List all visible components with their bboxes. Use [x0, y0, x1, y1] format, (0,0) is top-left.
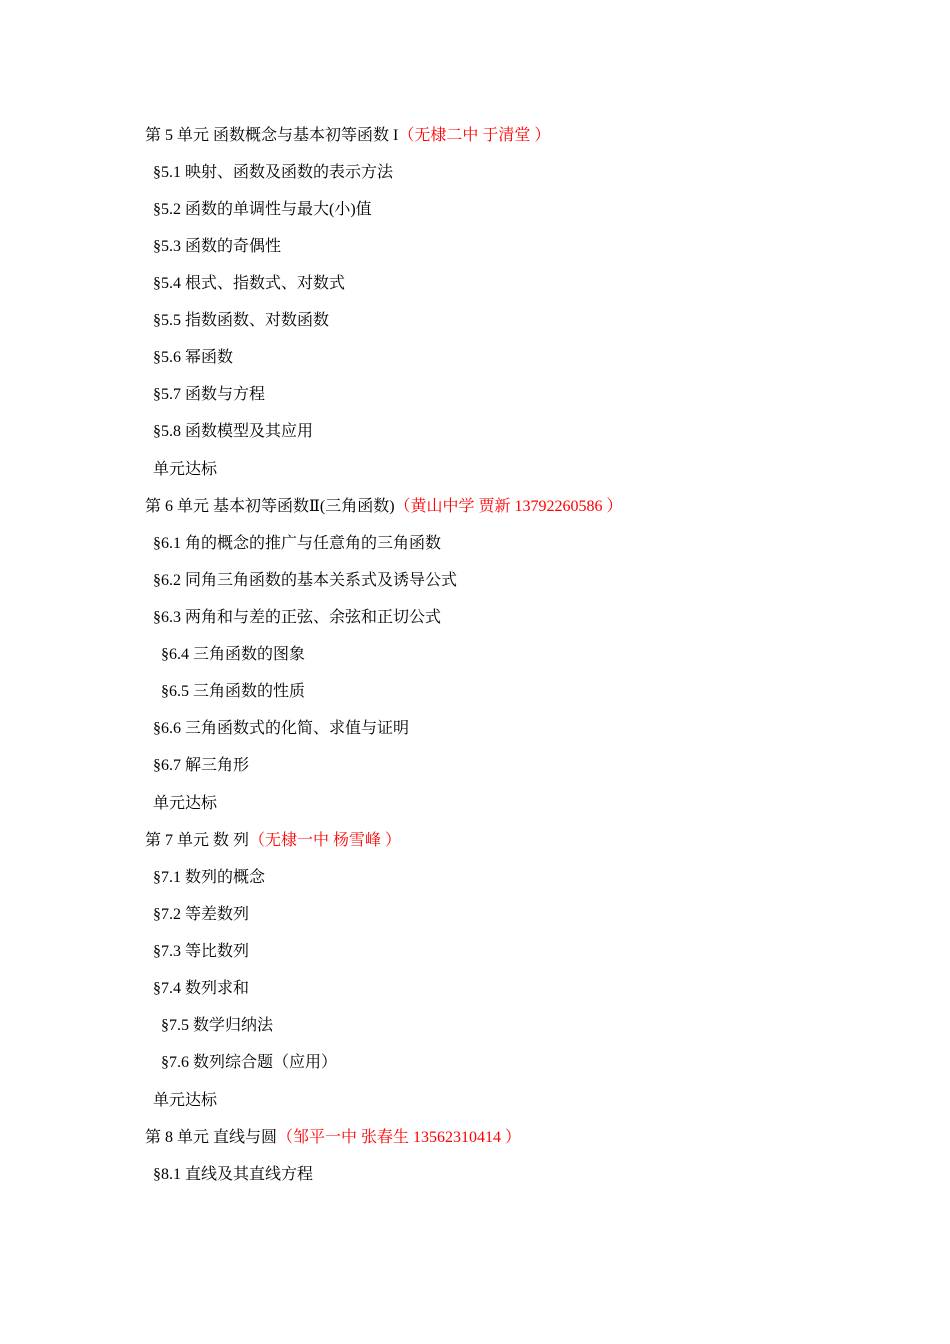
unit-7-title: 第 7 单元 数 列 — [145, 832, 250, 849]
section-8-1: §8.1 直线及其直线方程 — [153, 1166, 314, 1183]
unit-8-title: 第 8 单元 直线与圆 — [145, 1129, 278, 1146]
section-7-2: §7.2 等差数列 — [153, 906, 250, 923]
section-7-5: §7.5 数学归纳法 — [161, 1017, 274, 1034]
section-7-1: §7.1 数列的概念 — [153, 869, 266, 886]
unit-8-heading — [145, 1128, 521, 1148]
unit-7-heading — [145, 831, 401, 851]
section-6-2: §6.2 同角三角函数的基本关系式及诱导公式 — [153, 572, 458, 589]
section-6-5: §6.5 三角函数的性质 — [161, 683, 306, 700]
section-6-4: §6.4 三角函数的图象 — [161, 646, 306, 663]
section-5-7: §5.7 函数与方程 — [153, 386, 266, 403]
section-5-1: §5.1 映射、函数及函数的表示方法 — [153, 164, 394, 181]
unit-6-author: （黄山中学 贾新 13792260586 ） — [394, 498, 623, 515]
section-5-4: §5.4 根式、指数式、对数式 — [153, 275, 346, 292]
unit-8-author: （邹平一中 张春生 13562310414 ） — [277, 1129, 522, 1146]
section-5-6: §5.6 幂函数 — [153, 349, 234, 366]
unit-6-heading — [145, 497, 623, 517]
unit-5-author: （无棣二中 于清堂 ） — [398, 127, 551, 144]
section-7-4: §7.4 数列求和 — [153, 980, 250, 997]
section-5-8: §5.8 函数模型及其应用 — [153, 423, 314, 440]
section-6-6: §6.6 三角函数式的化简、求值与证明 — [153, 720, 410, 737]
unit-6-title: 第 6 单元 基本初等函数Ⅱ(三角函数) — [145, 498, 395, 515]
section-6-7: §6.7 解三角形 — [153, 757, 250, 774]
section-5-5: §5.5 指数函数、对数函数 — [153, 312, 330, 329]
unit-5-heading — [145, 126, 550, 146]
section-6-3: §6.3 两角和与差的正弦、余弦和正切公式 — [153, 609, 442, 626]
section-5-3: §5.3 函数的奇偶性 — [153, 238, 282, 255]
unit-5-summary: 单元达标 — [153, 461, 218, 478]
section-5-2: §5.2 函数的单调性与最大(小)值 — [153, 201, 372, 218]
unit-7-summary: 单元达标 — [153, 1092, 218, 1109]
section-7-3: §7.3 等比数列 — [153, 943, 250, 960]
unit-7-author: （无棣一中 杨雪峰 ） — [249, 832, 402, 849]
unit-6-summary: 单元达标 — [153, 795, 218, 812]
section-7-6: §7.6 数列综合题（应用） — [161, 1054, 338, 1071]
section-6-1: §6.1 角的概念的推广与任意角的三角函数 — [153, 535, 442, 552]
unit-5-title: 第 5 单元 函数概念与基本初等函数 I — [145, 127, 399, 144]
